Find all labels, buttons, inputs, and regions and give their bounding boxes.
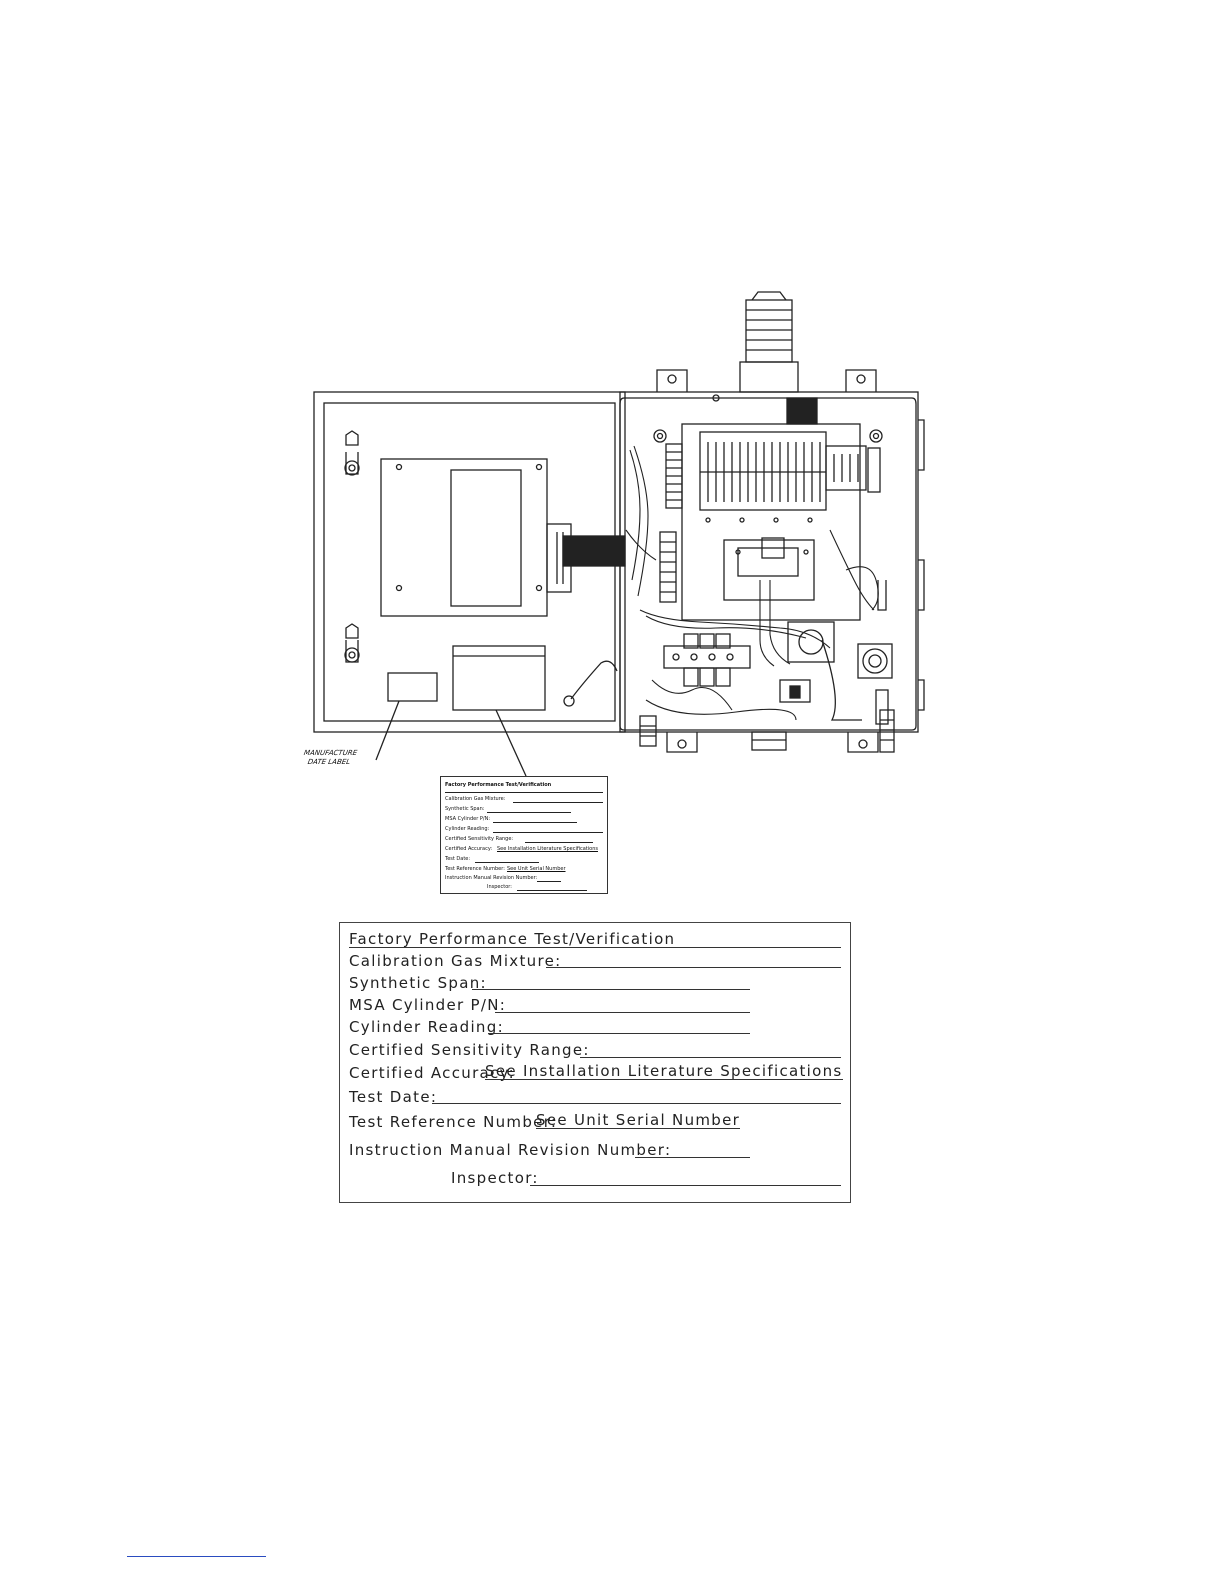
small-field-label: Inspector: [487, 884, 512, 890]
flow-gauge [858, 580, 892, 724]
display-plate [381, 459, 571, 616]
field-label-test-reference: Test Reference Number: [349, 1113, 558, 1131]
small-field-label: Instruction Manual Revision Number: [445, 875, 538, 881]
manufacture-caption-line2: DATE LABEL [306, 758, 351, 766]
small-field-label: Test Reference Number: [445, 866, 505, 872]
door-latch-top [345, 431, 359, 475]
small-field-label: Calibration Gas Mixture: [445, 796, 506, 802]
internal-wiring [626, 446, 878, 720]
field-label-calibration-gas: Calibration Gas Mixture: [349, 952, 562, 970]
field-value-certified-accuracy: See Installation Literature Specifications [485, 1062, 843, 1080]
field-label-sensitivity-range: Certified Sensitivity Range: [349, 1041, 590, 1059]
footnote-rule [127, 1556, 266, 1557]
small-field-label: Certified Sensitivity Range: [445, 836, 514, 842]
performance-label-box [453, 646, 545, 710]
manufacture-date-label-caption [301, 749, 357, 767]
field-label-inspector: Inspector: [451, 1169, 539, 1187]
small-field-label: Synthetic Span: [445, 806, 485, 812]
performance-label-detail [339, 922, 851, 1203]
small-field-label: MSA Cylinder P/N: [445, 816, 491, 822]
field-label-synthetic-span: Synthetic Span: [349, 974, 487, 992]
small-field-value: See Installation Literature Specifications [497, 846, 598, 852]
small-label-title: Factory Performance Test/Verification [445, 782, 552, 788]
ribbon-cable [563, 536, 625, 566]
ground-wire [564, 661, 617, 706]
field-label-manual-revision: Instruction Manual Revision Number: [349, 1141, 672, 1159]
small-performance-label [440, 776, 608, 894]
field-label-cylinder-pn: MSA Cylinder P/N: [349, 996, 507, 1014]
leader-performance-label [496, 710, 526, 776]
enclosure-body [620, 292, 924, 752]
manufacture-caption-line1: MANUFACTURE [303, 749, 358, 757]
leader-manufacture-label [376, 701, 399, 760]
field-value-test-reference: See Unit Serial Number [536, 1111, 741, 1129]
door-latch-bottom [345, 624, 359, 662]
small-field-label: Certified Accuracy: [445, 846, 493, 852]
small-field-value: See Unit Serial Number [507, 866, 566, 872]
field-label-cylinder-reading: Cylinder Reading: [349, 1018, 504, 1036]
label-title: Factory Performance Test/Verification [349, 930, 676, 948]
enclosure-door [314, 392, 625, 732]
small-field-label: Test Date: [445, 856, 471, 862]
field-label-test-date: Test Date: [349, 1088, 438, 1106]
field-label-certified-accuracy: Certified Accuracy: [349, 1064, 516, 1082]
manufacture-date-label-box [388, 673, 437, 701]
pump-assembly [780, 622, 862, 720]
terminal-strip [664, 634, 750, 686]
top-sensor-fitting [740, 292, 798, 392]
small-field-label: Cylinder Reading: [445, 826, 490, 832]
